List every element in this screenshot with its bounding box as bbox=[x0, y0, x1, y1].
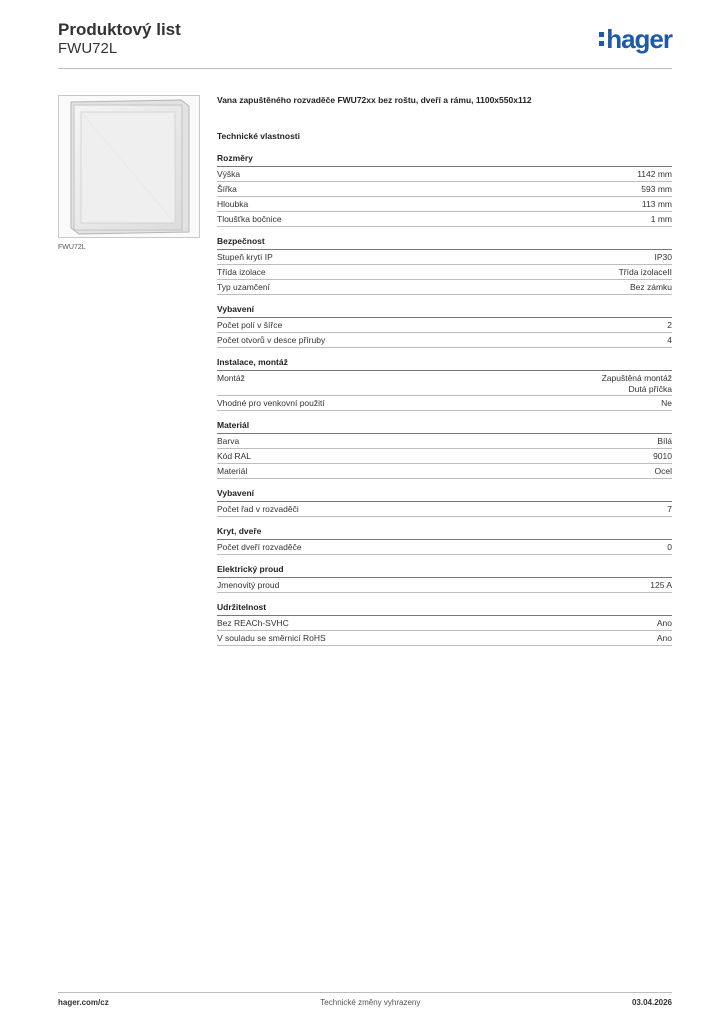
hager-logo bbox=[599, 26, 672, 52]
spec-section bbox=[217, 304, 672, 348]
spec-label: Typ uzamčení bbox=[217, 282, 270, 292]
spec-label: Vhodné pro venkovní použití bbox=[217, 398, 325, 408]
spec-label: Stupeň krytí IP bbox=[217, 252, 273, 262]
footer-date: 03.04.2026 bbox=[631, 998, 672, 1007]
section-title: Rozměry bbox=[217, 153, 672, 167]
spec-section bbox=[217, 526, 672, 555]
spec-row bbox=[217, 449, 672, 464]
logo-text: hager bbox=[606, 24, 672, 54]
spec-label: Počet polí v šířce bbox=[217, 320, 283, 330]
spec-row bbox=[217, 197, 672, 212]
spec-label: Kód RAL bbox=[217, 451, 252, 461]
spec-label: V souladu se směrnicí RoHS bbox=[217, 633, 326, 643]
footer-note: Technické změny vyhrazeny bbox=[320, 998, 421, 1007]
spec-sections bbox=[217, 153, 672, 646]
spec-value: 4 bbox=[667, 335, 672, 345]
spec-row bbox=[217, 318, 672, 333]
spec-value: Ocel bbox=[654, 466, 672, 476]
spec-label: Počet dveří rozvaděče bbox=[217, 542, 302, 552]
spec-row bbox=[217, 464, 672, 479]
spec-row bbox=[217, 502, 672, 517]
spec-label: Bez REACh-SVHC bbox=[217, 618, 289, 628]
spec-row bbox=[217, 265, 672, 280]
section-title: Udržitelnost bbox=[217, 602, 672, 616]
spec-row bbox=[217, 396, 672, 411]
section-title: Vybavení bbox=[217, 488, 672, 502]
section-title: Vybavení bbox=[217, 304, 672, 318]
spec-section bbox=[217, 236, 672, 295]
spec-row bbox=[217, 371, 672, 396]
spec-label: Hloubka bbox=[217, 199, 249, 209]
spec-value: Bez zámku bbox=[629, 282, 672, 292]
spec-value: 1142 mm bbox=[637, 169, 672, 179]
image-caption: FWU72L bbox=[58, 244, 86, 251]
spec-row bbox=[217, 212, 672, 227]
spec-value: IP30 bbox=[654, 252, 672, 262]
spec-label: Materiál bbox=[217, 466, 248, 476]
header bbox=[58, 20, 181, 58]
product-image bbox=[58, 95, 200, 238]
spec-row bbox=[217, 182, 672, 197]
logo-colon-icon bbox=[599, 32, 604, 46]
spec-label: Barva bbox=[217, 436, 240, 446]
spec-value: 2 bbox=[667, 320, 672, 330]
spec-label: Tloušťka bočnice bbox=[217, 214, 282, 224]
spec-value: Ne bbox=[661, 398, 672, 408]
spec-row bbox=[217, 167, 672, 182]
spec-value: Ano bbox=[656, 618, 672, 628]
spec-section bbox=[217, 420, 672, 479]
spec-section bbox=[217, 602, 672, 646]
spec-value: 0 bbox=[667, 542, 672, 552]
spec-value: 593 mm bbox=[641, 184, 672, 194]
spec-value: 7 bbox=[667, 504, 672, 514]
spec-value: 113 mm bbox=[641, 199, 672, 209]
spec-label: Výška bbox=[217, 169, 241, 179]
spec-label: Počet otvorů v desce příruby bbox=[217, 335, 326, 345]
spec-value: 125 A bbox=[650, 580, 672, 590]
section-title: Instalace, montáž bbox=[217, 357, 672, 371]
spec-value: 1 mm bbox=[650, 214, 672, 224]
footer bbox=[58, 998, 672, 1007]
spec-row bbox=[217, 616, 672, 631]
footer-divider bbox=[58, 992, 672, 993]
spec-row bbox=[217, 280, 672, 295]
footer-website[interactable]: hager.com/cz bbox=[58, 998, 109, 1007]
spec-value: Zapuštěná montáž Dutá příčka bbox=[601, 373, 672, 394]
section-title: Materiál bbox=[217, 420, 672, 434]
section-title: Kryt, dveře bbox=[217, 526, 672, 540]
tech-heading: Technické vlastnosti bbox=[217, 131, 300, 141]
spec-row bbox=[217, 333, 672, 348]
spec-row bbox=[217, 578, 672, 593]
spec-label: Montáž bbox=[217, 373, 245, 383]
header-divider bbox=[58, 68, 672, 69]
spec-label: Počet řad v rozvaděči bbox=[217, 504, 299, 514]
spec-section bbox=[217, 153, 672, 227]
spec-value: Ano bbox=[656, 633, 672, 643]
spec-row bbox=[217, 434, 672, 449]
page-title: Produktový list bbox=[58, 20, 181, 39]
spec-section bbox=[217, 564, 672, 593]
spec-row bbox=[217, 631, 672, 646]
section-title: Bezpečnost bbox=[217, 236, 672, 250]
section-title: Elektrický proud bbox=[217, 564, 672, 578]
product-description: Vana zapuštěného rozvaděče FWU72xx bez roštu, dveří a rámu, 1100x550x112 bbox=[217, 95, 532, 105]
spec-section bbox=[217, 357, 672, 411]
spec-section bbox=[217, 488, 672, 517]
spec-row bbox=[217, 540, 672, 555]
spec-value: 9010 bbox=[653, 451, 672, 461]
spec-label: Šířka bbox=[217, 184, 237, 194]
spec-value: Bílá bbox=[657, 436, 672, 446]
spec-row bbox=[217, 250, 672, 265]
spec-value: Třída izolaceII bbox=[618, 267, 672, 277]
spec-label: Jmenovitý proud bbox=[217, 580, 280, 590]
product-code: FWU72L bbox=[58, 40, 118, 57]
spec-content bbox=[217, 95, 672, 655]
spec-label: Třída izolace bbox=[217, 267, 266, 277]
